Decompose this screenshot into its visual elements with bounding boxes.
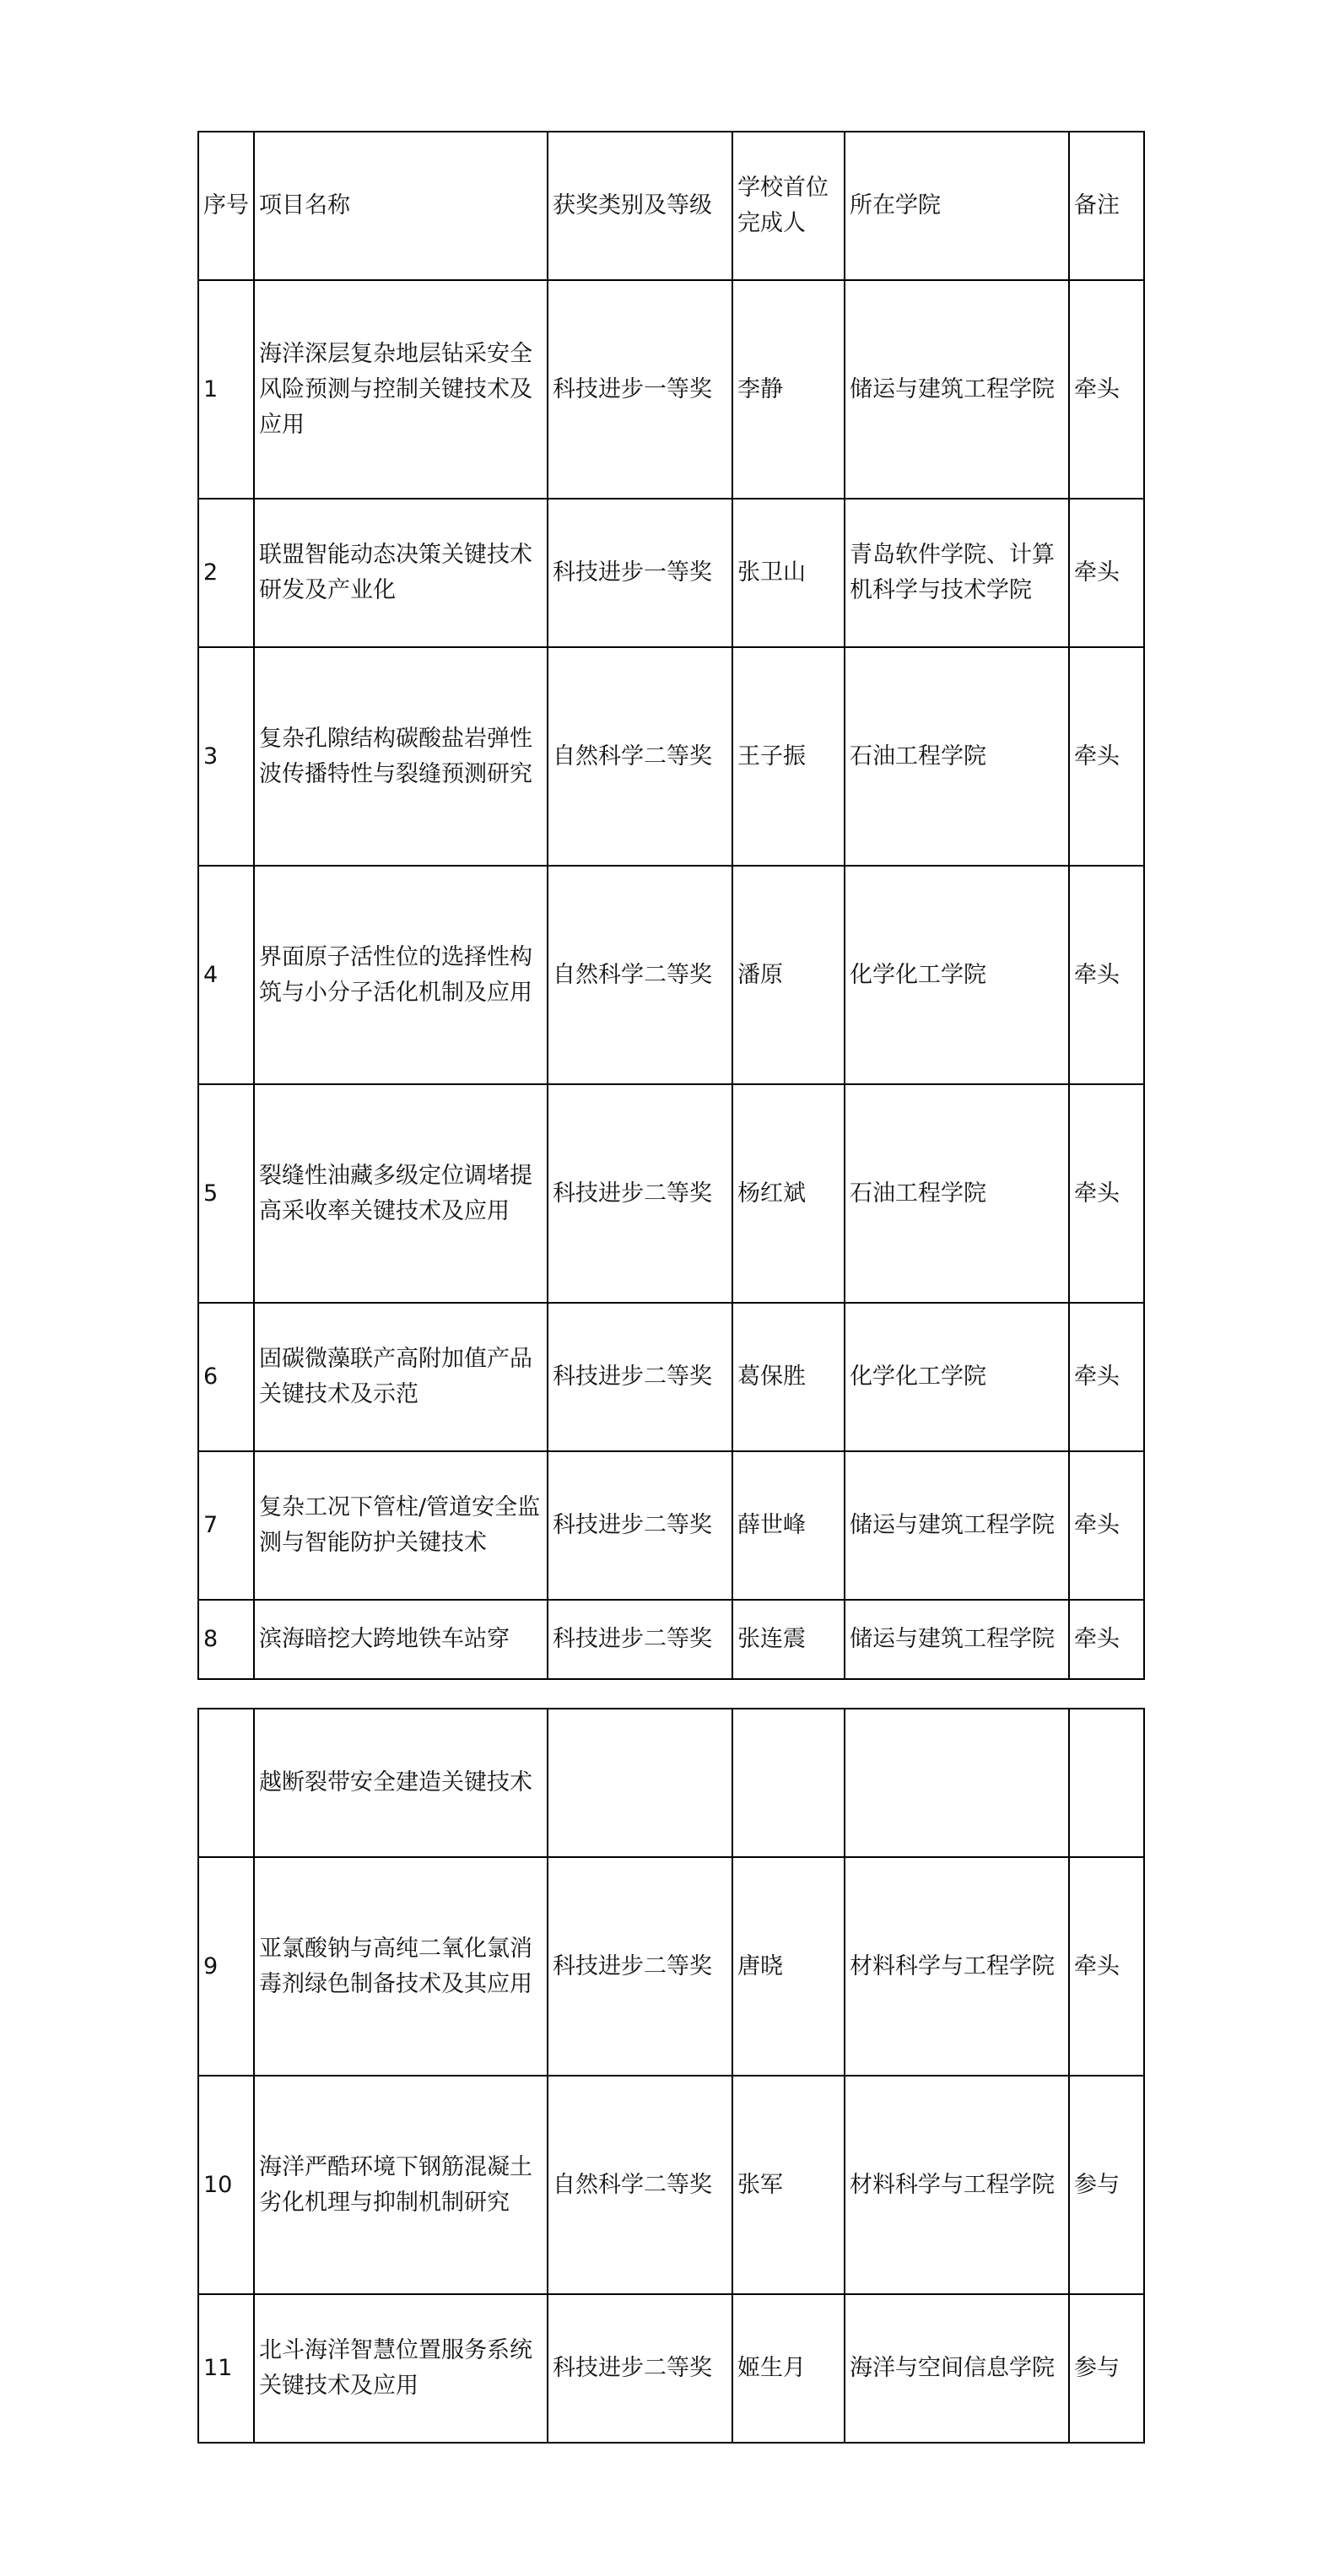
- row-person: 张卫山: [732, 499, 845, 647]
- table-header-row: [198, 132, 1144, 280]
- row-no: 8: [198, 1600, 254, 1679]
- row-no: 7: [198, 1451, 254, 1600]
- awards-table-top: [197, 131, 1145, 1680]
- row-project-name: 界面原子活性位的选择性构筑与小分子活化机制及应用: [254, 866, 548, 1084]
- header-person: 学校首位完成人: [732, 132, 845, 280]
- row-no: 11: [198, 2294, 254, 2443]
- row-award: 科技进步二等奖: [548, 1600, 732, 1679]
- row-college: 储运与建筑工程学院: [845, 1451, 1069, 1600]
- table-row: [198, 280, 1144, 499]
- row-note: 牵头: [1069, 1303, 1144, 1451]
- row-college: 储运与建筑工程学院: [845, 280, 1069, 499]
- row-note: 牵头: [1069, 1451, 1144, 1600]
- row-note: 参与: [1069, 2294, 1144, 2443]
- table-row: [198, 2294, 1144, 2443]
- row-project-name: 海洋严酷环境下钢筋混凝土劣化机理与抑制机制研究: [254, 2076, 548, 2294]
- row-no: 5: [198, 1084, 254, 1303]
- header-note: 备注: [1069, 132, 1144, 280]
- table-row: [198, 2076, 1144, 2294]
- row-person: 张连震: [732, 1600, 845, 1679]
- row-no: 3: [198, 647, 254, 866]
- row-award: 科技进步二等奖: [548, 2294, 732, 2443]
- table-row: [198, 647, 1144, 866]
- table-row: [198, 499, 1144, 647]
- header-name: 项目名称: [254, 132, 548, 280]
- row-college: 石油工程学院: [845, 1084, 1069, 1303]
- row-person: 李静: [732, 280, 845, 499]
- row-award: [548, 1709, 732, 1857]
- row-project-name: 亚氯酸钠与高纯二氧化氯消毒剂绿色制备技术及其应用: [254, 1857, 548, 2076]
- row-note: 牵头: [1069, 1084, 1144, 1303]
- row-person: 薛世峰: [732, 1451, 845, 1600]
- row-person: 唐晓: [732, 1857, 845, 2076]
- row-no: 6: [198, 1303, 254, 1451]
- row-person: 王子振: [732, 647, 845, 866]
- row-note: 参与: [1069, 2076, 1144, 2294]
- row-note: 牵头: [1069, 499, 1144, 647]
- row-person: 潘原: [732, 866, 845, 1084]
- row-project-name: 滨海暗挖大跨地铁车站穿: [254, 1600, 548, 1679]
- row-project-name: 复杂孔隙结构碳酸盐岩弹性波传播特性与裂缝预测研究: [254, 647, 548, 866]
- row-award: 自然科学二等奖: [548, 647, 732, 866]
- row-no: 1: [198, 280, 254, 499]
- table-row: [198, 1857, 1144, 2076]
- row-award: 科技进步二等奖: [548, 1084, 732, 1303]
- row-note: 牵头: [1069, 866, 1144, 1084]
- row-no: [198, 1709, 254, 1857]
- row-award: 科技进步二等奖: [548, 1857, 732, 2076]
- header-college: 所在学院: [845, 132, 1069, 280]
- row-college: 化学化工学院: [845, 866, 1069, 1084]
- table-row: [198, 1709, 1144, 1857]
- row-college: 青岛软件学院、计算机科学与技术学院: [845, 499, 1069, 647]
- table-row: [198, 1084, 1144, 1303]
- row-award: 科技进步一等奖: [548, 280, 732, 499]
- row-project-name: 越断裂带安全建造关键技术: [254, 1709, 548, 1857]
- row-college: 石油工程学院: [845, 647, 1069, 866]
- row-college: [845, 1709, 1069, 1857]
- row-person: 葛保胜: [732, 1303, 845, 1451]
- header-award: 获奖类别及等级: [548, 132, 732, 280]
- row-award: 科技进步二等奖: [548, 1451, 732, 1600]
- header-no: 序号: [198, 132, 254, 280]
- row-project-name: 裂缝性油藏多级定位调堵提高采收率关键技术及应用: [254, 1084, 548, 1303]
- row-award: 科技进步一等奖: [548, 499, 732, 647]
- row-project-name: 固碳微藻联产高附加值产品关键技术及示范: [254, 1303, 548, 1451]
- row-note: 牵头: [1069, 647, 1144, 866]
- row-project-name: 联盟智能动态决策关键技术研发及产业化: [254, 499, 548, 647]
- row-college: 材料科学与工程学院: [845, 1857, 1069, 2076]
- table-row: [198, 866, 1144, 1084]
- awards-table-continued: [197, 1708, 1145, 2444]
- row-college: 化学化工学院: [845, 1303, 1069, 1451]
- table-row: [198, 1600, 1144, 1679]
- row-person: 杨红斌: [732, 1084, 845, 1303]
- row-person: [732, 1709, 845, 1857]
- row-college: 储运与建筑工程学院: [845, 1600, 1069, 1679]
- row-no: 10: [198, 2076, 254, 2294]
- row-award: 自然科学二等奖: [548, 866, 732, 1084]
- row-no: 9: [198, 1857, 254, 2076]
- row-note: 牵头: [1069, 1857, 1144, 2076]
- row-person: 姬生月: [732, 2294, 845, 2443]
- row-note: 牵头: [1069, 1600, 1144, 1679]
- row-college: 材料科学与工程学院: [845, 2076, 1069, 2294]
- row-award: 科技进步二等奖: [548, 1303, 732, 1451]
- row-project-name: 复杂工况下管柱/管道安全监测与智能防护关键技术: [254, 1451, 548, 1600]
- row-college: 海洋与空间信息学院: [845, 2294, 1069, 2443]
- row-award: 自然科学二等奖: [548, 2076, 732, 2294]
- row-project-name: 海洋深层复杂地层钻采安全风险预测与控制关键技术及应用: [254, 280, 548, 499]
- row-note: 牵头: [1069, 280, 1144, 499]
- table-row: [198, 1303, 1144, 1451]
- row-person: 张军: [732, 2076, 845, 2294]
- row-no: 4: [198, 866, 254, 1084]
- row-note: [1069, 1709, 1144, 1857]
- table-row: [198, 1451, 1144, 1600]
- row-project-name: 北斗海洋智慧位置服务系统关键技术及应用: [254, 2294, 548, 2443]
- row-no: 2: [198, 499, 254, 647]
